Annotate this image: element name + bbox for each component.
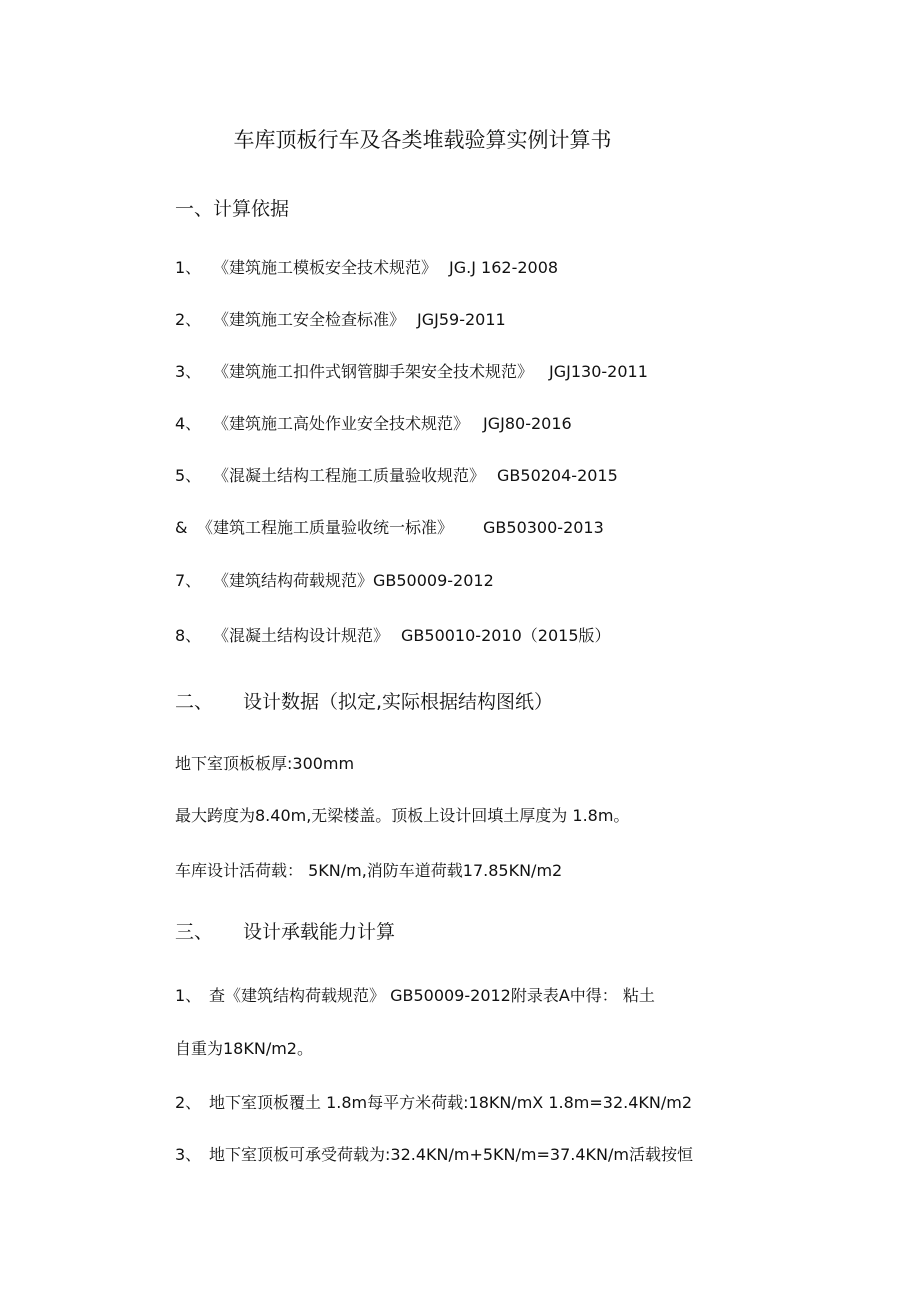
reference-item-title: 《混凝土结构设计规范》	[213, 626, 390, 645]
section-3-number: 三、	[175, 921, 214, 943]
design-data-line-1: 地下室顶板板厚:300mm	[175, 754, 355, 773]
reference-item-4	[175, 414, 572, 434]
reference-item-number: &	[175, 518, 188, 537]
section-3-title: 设计承载能力计算	[243, 921, 396, 943]
reference-item-8	[175, 626, 611, 646]
calc-item-3	[175, 1145, 693, 1165]
calc-item-text: 地下室顶板覆土 1.8m每平方米荷载:18KN/mX 1.8m=32.4KN/m2	[209, 1093, 693, 1112]
design-data-line-2: 最大跨度为8.40m,无梁楼盖。顶板上设计回填土厚度为 1.8m。	[175, 806, 630, 825]
reference-item-code: GB50204-2015	[497, 466, 618, 485]
reference-item-number: 2、	[175, 310, 202, 329]
reference-item-title: 《建筑施工安全检查标准》	[213, 310, 406, 329]
calc-item-1-continued	[175, 1039, 313, 1059]
calc-item-text: 自重为18KN/m2。	[175, 1039, 313, 1058]
section-2-number: 二、	[175, 691, 214, 713]
reference-item-code: GB50300-2013	[483, 518, 604, 537]
reference-item-code: JGJ80-2016	[483, 414, 572, 433]
section-1-title: 计算依据	[213, 198, 290, 220]
reference-item-number: 8、	[175, 626, 202, 645]
reference-item-code: GB50010-2010（2015版）	[401, 626, 611, 645]
reference-item-1	[175, 258, 558, 278]
calc-item-number: 3、	[175, 1145, 202, 1164]
reference-item-number: 7、	[175, 571, 202, 590]
reference-item-code: JGJ130-2011	[549, 362, 648, 381]
design-data-line-3: 车库设计活荷载： 5KN/m,消防车道荷载17.85KN/m2	[175, 861, 563, 880]
calc-item-text: 查《建筑结构荷载规范》 GB50009-2012附录表A中得： 粘土	[209, 986, 655, 1005]
reference-item-7	[175, 571, 494, 591]
section-2-heading	[175, 690, 553, 714]
reference-item-title: 《建筑施工模板安全技术规范》	[213, 258, 438, 277]
reference-item-title: 《建筑工程施工质量验收统一标准》	[197, 518, 454, 537]
reference-item-number: 1、	[175, 258, 202, 277]
reference-item-3	[175, 362, 648, 382]
reference-item-6	[175, 518, 604, 538]
reference-item-number: 5、	[175, 466, 202, 485]
section-2-title: 设计数据（拟定,实际根据结构图纸）	[243, 691, 554, 713]
reference-item-code: JG.J 162-2008	[449, 258, 559, 277]
reference-item-2	[175, 310, 506, 330]
reference-item-title: 《建筑结构荷载规范》GB50009-2012	[213, 571, 494, 590]
reference-item-5	[175, 466, 618, 486]
calc-item-2	[175, 1093, 692, 1113]
calc-item-text: 地下室顶板可承受荷载为:32.4KN/m+5KN/m=37.4KN/m活载按恒	[209, 1145, 693, 1164]
reference-item-title: 《建筑施工扣件式钢管脚手架安全技术规范》	[213, 362, 534, 381]
reference-item-code: JGJ59-2011	[417, 310, 506, 329]
reference-item-title: 《建筑施工高处作业安全技术规范》	[213, 414, 470, 433]
reference-item-title: 《混凝土结构工程施工质量验收规范》	[213, 466, 486, 485]
section-3-heading	[175, 920, 395, 944]
document-title: 车库顶板行车及各类堆载验算实例计算书	[233, 128, 612, 152]
section-1-number: 一、	[175, 198, 214, 220]
calc-item-number: 2、	[175, 1093, 202, 1112]
calc-item-number: 1、	[175, 986, 202, 1005]
section-1-heading	[175, 197, 289, 221]
reference-item-number: 4、	[175, 414, 202, 433]
reference-item-number: 3、	[175, 362, 202, 381]
calc-item-1	[175, 986, 655, 1006]
